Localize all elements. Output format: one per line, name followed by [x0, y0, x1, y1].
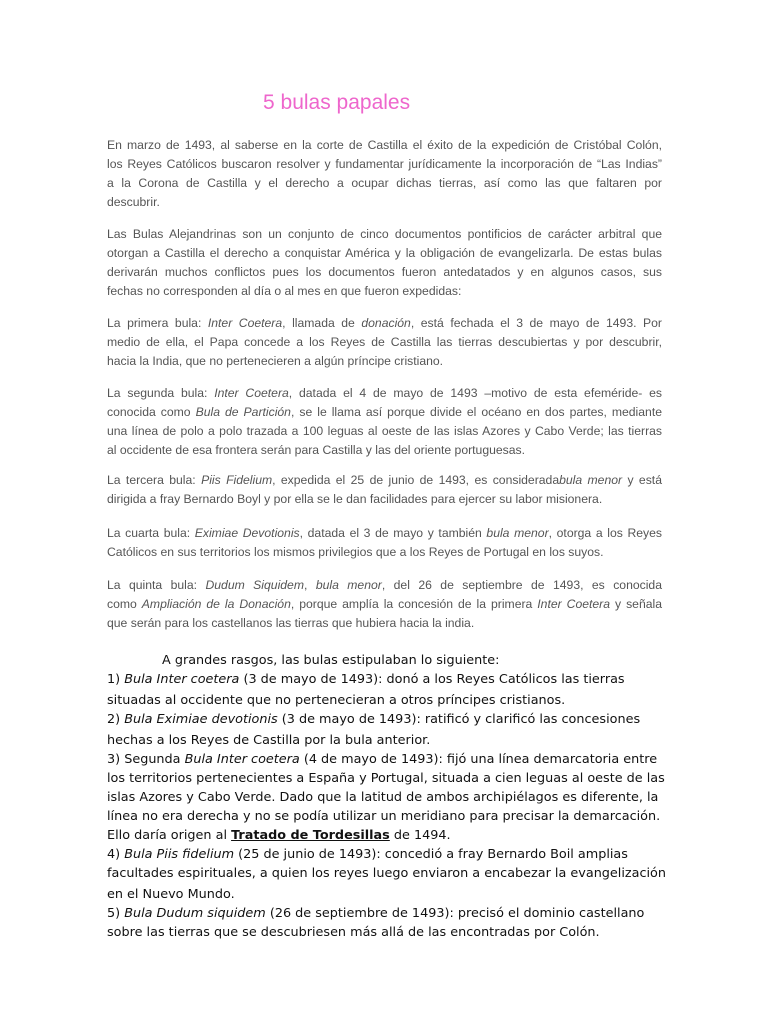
paragraph-cuarta-bula	[107, 524, 662, 562]
text-run: La segunda bula:	[107, 386, 215, 400]
list-item	[107, 845, 662, 864]
text-line	[107, 471, 662, 490]
paragraph-bulas-alejandrinas	[107, 225, 662, 301]
text-line: sobre las tierras que se descubriesen más allá de las encontradas por Colón.	[107, 925, 600, 940]
emphasis-text: bula menor	[559, 473, 623, 487]
text-run: de 1494.	[389, 828, 451, 843]
text-run: 3) Segunda	[107, 752, 185, 767]
text-line: una línea de polo a polo trazada a 100 leguas al oeste de las islas Azores y Cabo Verde; las tierras	[107, 424, 662, 438]
list-item	[107, 750, 662, 769]
text-line: situadas al occidente que no pertenecieran a otros príncipes cristianos.	[107, 693, 566, 708]
text-line	[107, 314, 662, 333]
text-run: 2)	[107, 712, 125, 727]
text-run: , datada el 3 de mayo y también	[299, 526, 487, 540]
text-run: , otorga a los Reyes	[548, 526, 663, 540]
bula-name: Dudum Siquidem	[205, 578, 304, 592]
text-line	[107, 524, 662, 543]
text-run: (26 de septiembre de 1493): precisó el dominio castellano	[265, 906, 645, 921]
text-line: en el Nuevo Mundo.	[107, 887, 235, 902]
text-run: ,	[304, 578, 316, 592]
text-line: En marzo de 1493, al saberse en la corte de Castilla el éxito de la expedición de Cristóbal Colón,	[107, 138, 662, 152]
emphasis-text: bula menor	[315, 578, 382, 592]
text-line: islas Azores y Cabo Verde. Dado que la latitud de ambos archipiélagos es diferente, la	[107, 790, 659, 805]
bula-name: Piis Fidelium	[201, 473, 273, 487]
summary-list	[107, 651, 666, 942]
text-line: hacia la India, que no pertenecieren a algún príncipe cristiano.	[107, 354, 444, 368]
bula-name: Eximiae Devotionis	[194, 526, 300, 540]
text-run: 1)	[107, 672, 125, 687]
paragraph-segunda-bula	[107, 384, 662, 460]
text-run: (25 de junio de 1493): concedió a fray Bernardo Boil amplias	[234, 847, 628, 862]
emphasis-text: bula menor	[486, 526, 549, 540]
text-line: facultades espirituales, a quien los reyes luego enviaron a encabezar la evangelización	[107, 866, 666, 881]
text-run: La cuarta bula:	[107, 526, 195, 540]
bula-name: Bula Dudum siquidem	[124, 906, 266, 921]
text-line: fechas no corresponden al día o al mes en que fueron expedidas:	[107, 284, 462, 298]
bula-name: Bula Inter coetera	[124, 672, 240, 687]
text-line	[107, 403, 662, 422]
text-line: línea no era derecha y no se podía utilizar un meridiano para precisar la demarcación.	[107, 809, 661, 824]
text-line: medio de ella, el Papa concede a los Reyes de Castilla las tierras descubiertas y por descubrir,	[107, 335, 662, 349]
text-line	[107, 384, 662, 403]
text-run: conocida como	[107, 405, 196, 419]
text-line: hechas a los Reyes de Castilla por la bula anterior.	[107, 733, 431, 748]
summary-intro: A grandes rasgos, las bulas estipulaban lo siguiente:	[162, 653, 500, 668]
text-line: al occidente de esa frontera serán para Castilla y las del oriente portuguesas.	[107, 443, 526, 457]
text-line	[107, 595, 662, 614]
text-line: Católicos en sus territorios los mismos privilegios que a los Reyes de Portugal en los suyos.	[107, 545, 604, 559]
bula-name: Inter Coetera	[207, 316, 283, 330]
bula-name: Bula Inter coetera	[184, 752, 300, 767]
bula-name: Inter Coetera	[537, 597, 611, 611]
list-item	[107, 904, 662, 923]
list-item	[107, 670, 662, 689]
text-run: (4 de mayo de 1493): fijó una línea demarcatoria entre	[299, 752, 658, 767]
text-run: Ello daría origen al	[107, 828, 232, 843]
text-run: y señala	[610, 597, 662, 611]
text-run: , porque amplía la concesión de la primera	[290, 597, 538, 611]
paragraph-intro	[107, 136, 662, 212]
text-run: La quinta bula:	[107, 578, 206, 592]
text-line: derivarán muchos conflictos pues los documentos fueron antedatados y en algunos casos, sus	[107, 265, 662, 279]
text-line	[107, 826, 662, 845]
text-line: a la Corona de Castilla y el derecho a ocupar dichas tierras, así como las que faltaren por	[107, 176, 662, 190]
text-run: y está	[622, 473, 662, 487]
bula-name: Bula Eximiae devotionis	[124, 712, 278, 727]
text-run: La primera bula:	[107, 316, 208, 330]
text-line: los territorios pertenecientes a España y Portugal, situada a cien leguas al oeste de las	[107, 771, 665, 786]
emphasis-text: Ampliación de la Donación	[141, 597, 291, 611]
text-run: , del 26 de septiembre de 1493, es conocida	[381, 578, 662, 592]
text-run: como	[107, 597, 142, 611]
text-line: dirigida a fray Bernardo Boyl y por ella se le dan facilidades para ejercer su labor misionera.	[107, 492, 603, 506]
text-run: 5)	[107, 906, 125, 921]
paragraph-tercera-bula	[107, 471, 662, 509]
text-line: los Reyes Católicos buscaron resolver y fundamentar jurídicamente la incorporación de “Las Indias”	[107, 157, 662, 171]
paragraph-primera-bula	[107, 314, 662, 371]
text-run: (3 de mayo de 1493): donó a los Reyes Católicos las tierras	[239, 672, 625, 687]
emphasis-text: Bula de Partición	[195, 405, 291, 419]
text-run: , datada el 4 de mayo de 1493 –motivo de esta efeméride- es	[288, 386, 663, 400]
text-run: , se le llama así porque divide el océano en dos partes, mediante	[290, 405, 662, 419]
text-run: , expedida el 25 de junio de 1493, es considerada	[272, 473, 560, 487]
text-line: otorgan a Castilla el derecho a conquistar América y la obligación de evangelizarla. De estas bulas	[107, 246, 662, 260]
text-line: que serán para los castellanos las tierras que hubiera hacia la india.	[107, 616, 475, 630]
paragraph-quinta-bula	[107, 576, 662, 633]
text-run: , está fechada el 3 de mayo de 1493. Por	[410, 316, 662, 330]
tratado-tordesillas-link[interactable]: Tratado de Tordesillas	[231, 828, 390, 843]
text-line	[107, 576, 662, 595]
list-item	[107, 710, 662, 729]
emphasis-text: donación	[361, 316, 411, 330]
text-line: descubrir.	[107, 195, 160, 209]
text-run: La tercera bula:	[107, 473, 202, 487]
text-line: Las Bulas Alejandrinas son un conjunto de cinco documentos pontificios de carácter arbitral que	[107, 227, 662, 241]
bula-name: Inter Coetera	[214, 386, 289, 400]
text-run: , llamada de	[282, 316, 362, 330]
document-title: 5 bulas papales	[263, 91, 411, 114]
bula-name: Bula Piis fidelium	[124, 847, 235, 862]
text-run: 4)	[107, 847, 125, 862]
text-run: (3 de mayo de 1493): ratificó y clarificó las concesiones	[277, 712, 641, 727]
